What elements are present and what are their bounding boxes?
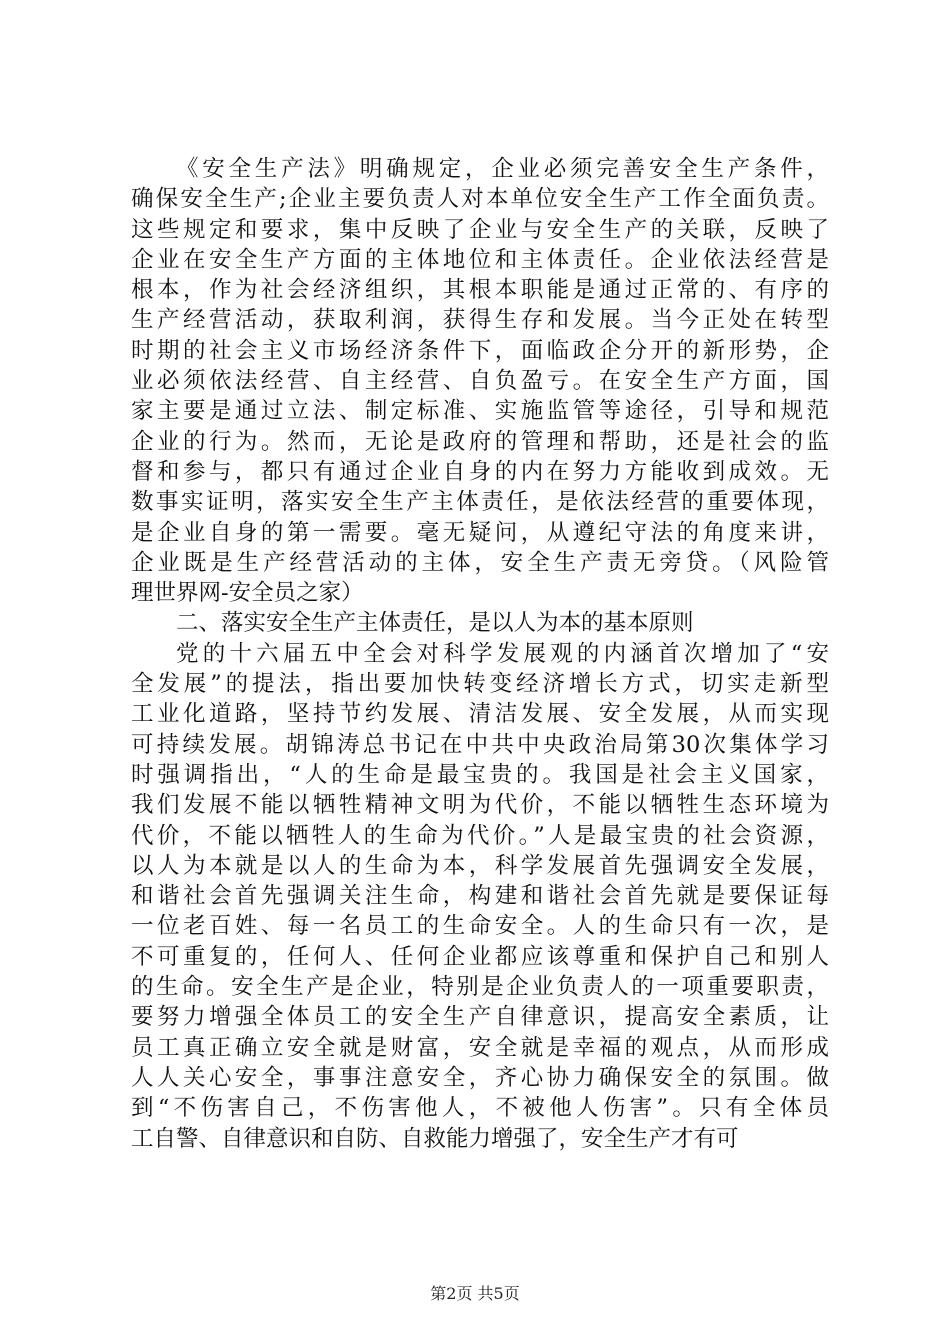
- page-number: 第2页: [430, 1284, 473, 1303]
- page-total: 共5页: [477, 1284, 520, 1303]
- text-line: 可持续发展。胡锦涛总书记在中共中央政治局第30次集体学习: [131, 731, 829, 758]
- text-line: 一位老百姓、每一名员工的生命安全。人的生命只有一次，是: [131, 913, 829, 940]
- body-text: [131, 154, 829, 1154]
- page-footer: [0, 1284, 950, 1304]
- text-line: 以人为本就是以人的生命为本，科学发展首先强调安全发展，: [131, 852, 829, 879]
- text-line: 时期的社会主义市场经济条件下，面临政企分开的新形势，企: [131, 337, 829, 364]
- text-line: 生产经营活动，获取利润，获得生存和发展。当今正处在转型: [131, 307, 829, 334]
- text-line: 工业化道路，坚持节约发展、清洁发展、安全发展，从而实现: [131, 701, 829, 728]
- text-line: 《安全生产法》明确规定，企业必须完善安全生产条件，: [176, 156, 829, 182]
- text-line: 到“不伤害自己，不伤害他人，不被他人伤害”。只有全体员: [131, 1095, 829, 1122]
- text-line: 时强调指出，“人的生命是最宝贵的。我国是社会主义国家，: [131, 761, 829, 788]
- text-line: 是企业自身的第一需要。毫无疑问，从遵纪守法的角度来讲，: [131, 519, 829, 546]
- text-line: 工自警、自律意识和自防、自救能力增强了，安全生产才有可: [131, 1125, 739, 1152]
- text-line: 人人关心安全，事事注意安全，齐心协力确保安全的氛围。做: [131, 1064, 829, 1091]
- text-line: 和谐社会首先强调关注生命，构建和谐社会首先就是要保证每: [131, 883, 829, 910]
- text-line: 督和参与，都只有通过企业自身的内在努力方能收到成效。无: [131, 458, 829, 485]
- text-line: 业必须依法经营、自主经营、自负盈亏。在安全生产方面，国: [131, 368, 829, 395]
- text-line: 根本，作为社会经济组织，其根本职能是通过正常的、有序的: [131, 277, 829, 304]
- text-line: 家主要是通过立法、制定标准、实施监管等途径，引导和规范: [131, 398, 829, 425]
- text-line: 企业的行为。然而，无论是政府的管理和帮助，还是社会的监: [131, 428, 829, 455]
- text-line: 数事实证明，落实安全生产主体责任，是依法经营的重要体现，: [131, 489, 829, 516]
- text-line: 我们发展不能以牺牲精神文明为代价，不能以牺牲生态环境为: [131, 792, 829, 819]
- section-heading: [131, 608, 829, 638]
- text-line: 确保安全生产;企业主要负责人对本单位安全生产工作全面负责。: [131, 186, 829, 213]
- paragraph: [131, 154, 829, 608]
- text-line: 二、落实安全生产主体责任，是以人为本的基本原则: [176, 610, 694, 637]
- text-line: 员工真正确立安全就是财富，安全就是幸福的观点，从而形成: [131, 1034, 829, 1061]
- paragraph: [131, 639, 829, 1154]
- text-line: 不可重复的，任何人、任何企业都应该尊重和保护自己和别人: [131, 943, 829, 970]
- text-line: 理世界网-安全员之家）: [131, 580, 364, 607]
- text-line: 要努力增强全体员工的安全生产自律意识，提高安全素质，让: [131, 1004, 829, 1031]
- text-line: 企业既是生产经营活动的主体，安全生产责无旁贷。（风险管: [131, 549, 829, 576]
- text-line: 企业在安全生产方面的主体地位和主体责任。企业依法经营是: [131, 246, 829, 273]
- text-line: 代价，不能以牺牲人的生命为代价。”人是最宝贵的社会资源，: [131, 822, 829, 849]
- text-line: 党的十六届五中全会对科学发展观的内涵首次增加了“安: [176, 640, 829, 667]
- text-line: 的生命。安全生产是企业，特别是企业负责人的一项重要职责，: [131, 974, 829, 1001]
- text-line: 这些规定和要求，集中反映了企业与安全生产的关联，反映了: [131, 216, 829, 243]
- text-line: 全发展”的提法，指出要加快转变经济增长方式，切实走新型: [131, 671, 829, 698]
